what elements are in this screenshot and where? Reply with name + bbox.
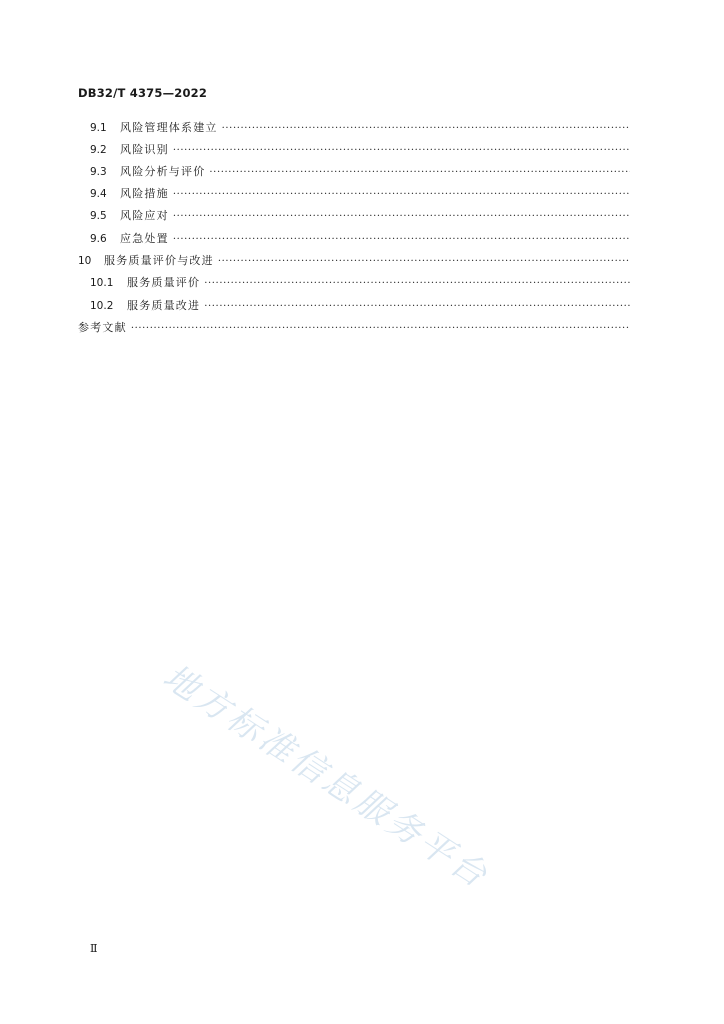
- toc-leader-dots: [173, 232, 630, 248]
- toc-entry-number: 9.4: [90, 188, 107, 200]
- toc-entry-number: 10: [78, 255, 92, 267]
- toc-entry-number: 9.2: [90, 144, 107, 156]
- toc-entry[interactable]: [90, 231, 630, 247]
- toc-leader-dots: [204, 299, 630, 315]
- toc-entry-number: 9.6: [90, 233, 107, 245]
- toc-entry-title: 风险措施: [120, 187, 169, 200]
- page-number: Ⅱ: [90, 942, 98, 955]
- toc-leader-dots: [222, 121, 630, 137]
- toc-leader-dots: [173, 209, 630, 225]
- toc-entry-title: 应急处置: [120, 232, 169, 245]
- toc-entry[interactable]: [90, 120, 630, 136]
- toc-entry-title: 服务质量改进: [127, 299, 201, 312]
- toc-leader-dots: [173, 187, 630, 203]
- toc-entry-number: 9.1: [90, 122, 107, 134]
- toc-entry[interactable]: [90, 142, 630, 158]
- toc-entry-title: 服务质量评价与改进: [104, 254, 214, 267]
- watermark: 地方标准信息服务平台: [155, 656, 497, 898]
- toc-entry-title: 风险识别: [120, 143, 169, 156]
- toc-entry-title: 风险应对: [120, 209, 169, 222]
- document-code: DB32/T 4375—2022: [78, 86, 208, 100]
- toc-entry-title: 风险分析与评价: [120, 165, 206, 178]
- toc-entry[interactable]: [78, 253, 630, 269]
- toc-entry[interactable]: [90, 186, 630, 202]
- toc-leader-dots: [173, 143, 630, 159]
- toc-entry-number: 10.1: [90, 277, 114, 289]
- toc-leader-dots: [131, 321, 630, 337]
- toc-entry-number: 10.2: [90, 300, 114, 312]
- toc-leader-dots: [204, 276, 630, 292]
- toc-entry-number: 9.5: [90, 210, 107, 222]
- toc-entry-title: 参考文献: [78, 321, 127, 334]
- toc-leader-dots: [218, 254, 630, 270]
- toc-entry-title: 服务质量评价: [127, 276, 201, 289]
- toc-entry[interactable]: [90, 208, 630, 224]
- toc-entry[interactable]: [78, 320, 630, 336]
- toc-entry-title: 风险管理体系建立: [120, 121, 218, 134]
- toc-entry[interactable]: [90, 275, 630, 291]
- toc-entry[interactable]: [90, 164, 630, 180]
- toc-leader-dots: [209, 165, 630, 181]
- toc-entry-number: 9.3: [90, 166, 107, 178]
- toc-entry[interactable]: [90, 298, 630, 314]
